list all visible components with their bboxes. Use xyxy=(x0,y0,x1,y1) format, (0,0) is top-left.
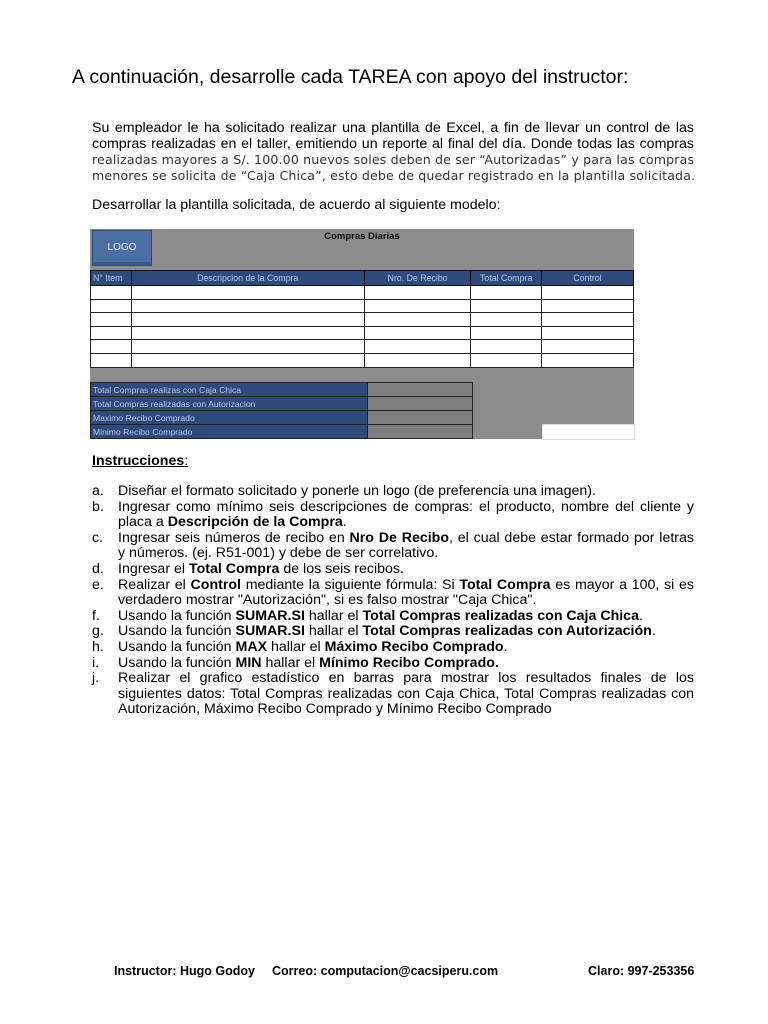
column-header: Descripcion de la Compra xyxy=(131,271,364,286)
table-cell xyxy=(364,353,471,367)
instructions-colon: : xyxy=(184,453,189,469)
table-cell xyxy=(541,353,633,367)
totals-label: Maximo Recibo Comprado xyxy=(91,411,368,425)
totals-table xyxy=(90,382,473,439)
instructions-list xyxy=(92,484,694,718)
intro-paragraph xyxy=(92,121,694,183)
list-item xyxy=(92,656,694,672)
table-row xyxy=(91,326,634,340)
table-row xyxy=(91,397,473,411)
list-marker: h. xyxy=(92,638,104,655)
step-text: siguientes datos: Total Compras realizadas con Caja Chica, Total Compras realizadas con xyxy=(118,685,694,702)
bold-term: Descripción de la Compra xyxy=(167,514,343,531)
bold-term: Total Compra xyxy=(188,560,280,577)
step-text: , el cual debe estar formado por letras xyxy=(449,529,694,546)
bold-term: Máximo Recibo Comprado xyxy=(324,638,504,655)
table-row xyxy=(91,286,634,300)
bold-term: Total Compras realizadas con Caja Chica xyxy=(362,607,639,624)
list-marker: j. xyxy=(92,670,100,687)
step-text: . xyxy=(342,514,347,531)
totals-label: Minimo Recibo Comprado xyxy=(91,425,368,439)
table-cell xyxy=(471,326,541,340)
step-text: hallar el xyxy=(267,638,325,655)
table-cell xyxy=(91,353,132,367)
table-cell xyxy=(364,286,471,300)
intro-line: realizadas mayores a S/. 100.00 nuevos soles deben de ser “Autorizadas” y para las compras xyxy=(92,152,695,168)
bold-term: Control xyxy=(190,576,241,593)
step-text: Ingresar seis números de recibo en xyxy=(118,529,350,546)
table-cell xyxy=(131,313,364,327)
table-cell xyxy=(364,299,471,313)
step-text: Diseñar el formato solicitado y ponerle un logo (de preferencia una imagen). xyxy=(118,483,596,499)
table-row xyxy=(91,353,634,367)
bold-term: SUMAR.SI xyxy=(235,607,305,624)
step-text: verdadero mostrar "Autorización", si es falso mostrar "Caja Chica". xyxy=(118,592,537,609)
list-marker: i. xyxy=(92,654,100,671)
list-marker: b. xyxy=(92,498,104,515)
bold-term: Total Compras realizadas con Autorización xyxy=(362,623,652,640)
intro-second-paragraph: Desarrollar la plantilla solicitada, de acuerdo al siguiente modelo: xyxy=(92,197,501,213)
instructions-heading xyxy=(92,453,188,469)
table-cell xyxy=(364,326,471,340)
intro-line: menores se solicita de “Caja Chica”, esto debe de quedar registrado en la plantilla solicitada. xyxy=(92,167,696,183)
step-text: y números. (ej. R51-001) y debe de ser correlativo. xyxy=(118,545,439,562)
step-text: Realizar el xyxy=(118,576,191,593)
step-text: Autorización, Máximo Recibo Comprado y Mínimo Recibo Comprado xyxy=(118,701,552,718)
totals-value xyxy=(368,383,473,397)
step-text: Ingresar como mínimo seis descripciones de compras: el producto, nombre del cliente y xyxy=(118,498,694,515)
column-header: N° Item xyxy=(91,271,132,286)
table-cell xyxy=(364,313,471,327)
table-row xyxy=(91,340,634,354)
table-row xyxy=(91,425,473,439)
model-title: Compras Diarias xyxy=(324,231,400,242)
step-text: . xyxy=(638,607,643,624)
step-text: es mayor a 100, si es xyxy=(550,576,694,593)
totals-value xyxy=(368,411,473,425)
list-item xyxy=(92,624,694,640)
table-cell xyxy=(541,313,633,327)
table-cell xyxy=(471,353,541,367)
logo-button: LOGO xyxy=(92,230,152,266)
totals-label: Total Compras realizadas con Autorizacion xyxy=(91,397,368,411)
table-cell xyxy=(131,286,364,300)
step-text: mediante la siguiente fórmula: Si xyxy=(240,576,460,593)
intro-line: compras realizadas en el taller, emitiendo un reporte al final del día. Donde todas las compras xyxy=(92,135,694,152)
table-cell xyxy=(131,326,364,340)
instructions-title: Instrucciones xyxy=(92,453,185,469)
bold-term: Mínimo Recibo Comprado. xyxy=(319,654,499,671)
step-text: Usando la función xyxy=(118,654,236,671)
list-item xyxy=(92,671,694,718)
step-text: Usando la función xyxy=(118,623,236,640)
table-cell xyxy=(131,340,364,354)
step-text: Usando la función xyxy=(118,638,236,655)
table-cell xyxy=(364,340,471,354)
purchases-table xyxy=(90,270,634,368)
bold-term: Total Compra xyxy=(459,576,551,593)
page-heading: A continuación, desarrolle cada TAREA con apoyo del instructor: xyxy=(72,66,629,88)
table-cell xyxy=(91,326,132,340)
table-cell xyxy=(471,286,541,300)
footer-instructor: Instructor: Hugo Godoy xyxy=(114,964,255,978)
table-row xyxy=(91,411,473,425)
bold-term: MIN xyxy=(235,654,262,671)
table-cell xyxy=(91,286,132,300)
list-item xyxy=(92,640,694,656)
list-item xyxy=(92,484,694,500)
intro-line: Su empleador le ha solicitado realizar una plantilla de Excel, a fin de llevar un control de las xyxy=(92,120,694,136)
column-header: Nro. De Recibo xyxy=(364,271,471,286)
totals-value xyxy=(368,425,473,439)
table-cell xyxy=(91,340,132,354)
totals-label: Total Compras realizas con Caja Chica xyxy=(91,383,368,397)
list-marker: d. xyxy=(92,560,104,577)
bold-term: Nro De Recibo xyxy=(349,529,449,546)
list-item xyxy=(92,531,694,562)
table-cell xyxy=(91,299,132,313)
bold-term: SUMAR.SI xyxy=(235,623,305,640)
list-item xyxy=(92,609,694,625)
list-marker: c. xyxy=(92,529,104,546)
table-row xyxy=(91,383,473,397)
table-cell xyxy=(471,299,541,313)
table-cell xyxy=(471,313,541,327)
table-cell xyxy=(541,340,633,354)
list-marker: f. xyxy=(92,607,100,624)
step-text: hallar el xyxy=(304,623,363,640)
step-text: de los seis recibos. xyxy=(279,560,404,577)
table-cell xyxy=(471,340,541,354)
table-cell xyxy=(91,313,132,327)
table-cell xyxy=(131,299,364,313)
table-row xyxy=(91,313,634,327)
table-cell xyxy=(541,326,633,340)
list-item xyxy=(92,500,694,531)
step-text: Realizar el grafico estadístico en barras para mostrar los resultados finales de los xyxy=(118,670,694,687)
list-item xyxy=(92,578,694,609)
step-text: hallar el xyxy=(261,654,320,671)
table-row xyxy=(91,299,634,313)
list-marker: e. xyxy=(92,576,104,593)
step-text: placa a xyxy=(118,514,168,531)
step-text: . xyxy=(651,623,656,640)
bold-term: MAX xyxy=(235,638,268,655)
step-text: Usando la función xyxy=(118,607,236,624)
list-marker: g. xyxy=(92,623,104,640)
table-cell xyxy=(131,353,364,367)
table-header-row xyxy=(91,271,634,286)
footer-phone: Claro: 997-253356 xyxy=(588,964,695,978)
column-header: Control xyxy=(541,271,633,286)
list-marker: a. xyxy=(92,483,104,499)
step-text: hallar el xyxy=(304,607,363,624)
step-text: . xyxy=(503,638,508,655)
column-header: Total Compra xyxy=(471,271,541,286)
table-cell xyxy=(541,286,633,300)
totals-value xyxy=(368,397,473,411)
table-cell xyxy=(541,299,633,313)
list-item xyxy=(92,562,694,578)
step-text: Ingresar el xyxy=(118,560,189,577)
footer-email: Correo: computacion@cacsiperu.com xyxy=(272,964,499,978)
control-result-cell xyxy=(542,424,635,440)
